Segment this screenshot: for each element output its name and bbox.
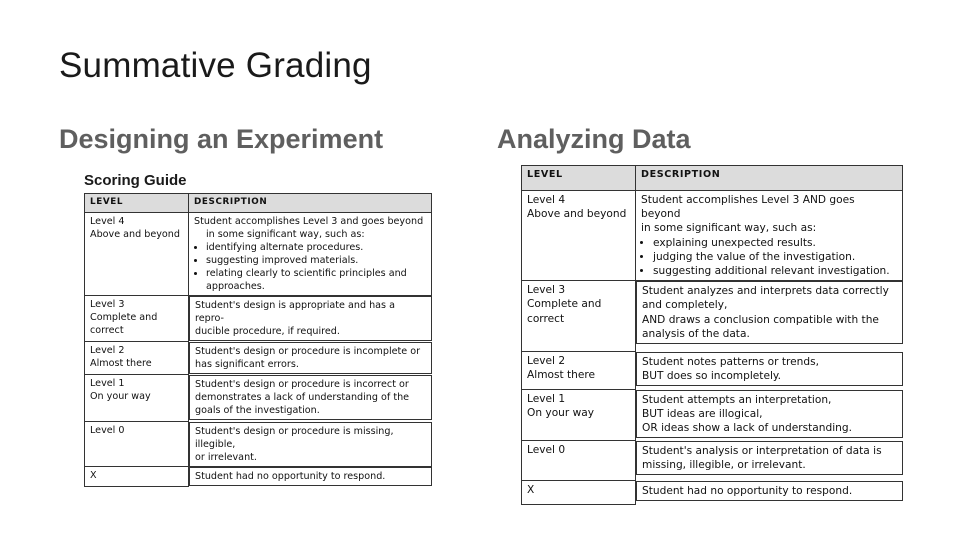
table-row: [85, 296, 432, 342]
description-cell: Student analyzes and interprets data correctly and completely, AND draws a conclusion compatible with the analysis of the data.: [636, 281, 903, 344]
level-cell: Level 3 Complete and correct: [85, 296, 189, 342]
table-header-row: [85, 194, 432, 213]
table-row: [522, 352, 903, 390]
list-item: • suggesting improved materials.: [206, 254, 426, 267]
level-cell: Level 1 On your way: [85, 375, 189, 422]
table-row: [522, 390, 903, 441]
level-cell: Level 0: [85, 422, 189, 467]
description-cell: [636, 191, 903, 281]
description-cell: Student's design or procedure is missing, illegible, or irrelevant.: [189, 422, 432, 467]
list-item: • identifying alternate procedures.: [206, 241, 426, 254]
description-column-header: DESCRIPTION: [636, 166, 903, 191]
experiment-rubric-table: [84, 193, 432, 487]
level-cell: Level 0: [522, 441, 636, 481]
table-row: [522, 281, 903, 352]
description-cell: Student attempts an interpretation, BUT ideas are illogical, OR ideas show a lack of understanding.: [636, 390, 903, 439]
table-row: [85, 422, 432, 467]
table-row: [85, 342, 432, 375]
level-column-header: LEVEL: [85, 194, 189, 213]
table-row: [85, 467, 432, 487]
level-cell: Level 2 Almost there: [85, 342, 189, 375]
description-column-header: DESCRIPTION: [189, 194, 432, 213]
table-row: [522, 481, 903, 505]
table-row: [522, 441, 903, 481]
level-cell: Level 4 Above and beyond: [85, 213, 189, 296]
level-cell: Level 1 On your way: [522, 390, 636, 441]
list-item: • judging the value of the investigation.: [653, 250, 897, 264]
level-column-header: LEVEL: [522, 166, 636, 191]
description-cell: Student's design or procedure is incorrect or demonstrates a lack of understanding of the goals of the investigation.: [189, 375, 432, 420]
heading-analyzing-data: Analyzing Data: [497, 124, 691, 154]
description-intro-cont: in some significant way, such as:: [206, 229, 365, 240]
example-list: [194, 241, 426, 293]
level-cell: Level 2 Almost there: [522, 352, 636, 390]
description-intro: Student accomplishes Level 3 AND goes beyond in some significant way, such as:: [641, 194, 855, 235]
level-cell: X: [522, 481, 636, 505]
analysis-rubric-table: [521, 165, 903, 505]
table-row: [522, 191, 903, 281]
description-cell: [189, 213, 432, 296]
level-cell: Level 3 Complete and correct: [522, 281, 636, 352]
level-cell: X: [85, 467, 189, 487]
list-item: • suggesting additional relevant investigation.: [653, 264, 897, 278]
description-cell: Student notes patterns or trends, BUT does so incompletely.: [636, 352, 903, 386]
description-cell: Student's analysis or interpretation of data is missing, illegible, or irrelevant.: [636, 441, 903, 475]
table-header-row: [522, 166, 903, 191]
slide-title: Summative Grading: [59, 46, 372, 85]
list-item: • explaining unexpected results.: [653, 236, 897, 250]
example-list: [641, 236, 897, 279]
scoring-guide-caption: Scoring Guide: [84, 172, 187, 189]
table-row: [85, 213, 432, 296]
list-item: • relating clearly to scientific principles and approaches.: [206, 267, 426, 293]
heading-designing-experiment: Designing an Experiment: [59, 124, 384, 154]
description-cell: Student's design or procedure is incomplete or has significant errors.: [189, 342, 432, 374]
table-row: [85, 375, 432, 422]
description-cell: Student had no opportunity to respond.: [189, 467, 432, 486]
description-cell: Student's design is appropriate and has a repro- ducible procedure, if required.: [189, 296, 432, 341]
description-cell: Student had no opportunity to respond.: [636, 481, 903, 501]
description-intro: Student accomplishes Level 3 and goes beyond: [194, 216, 424, 227]
level-cell: Level 4 Above and beyond: [522, 191, 636, 281]
